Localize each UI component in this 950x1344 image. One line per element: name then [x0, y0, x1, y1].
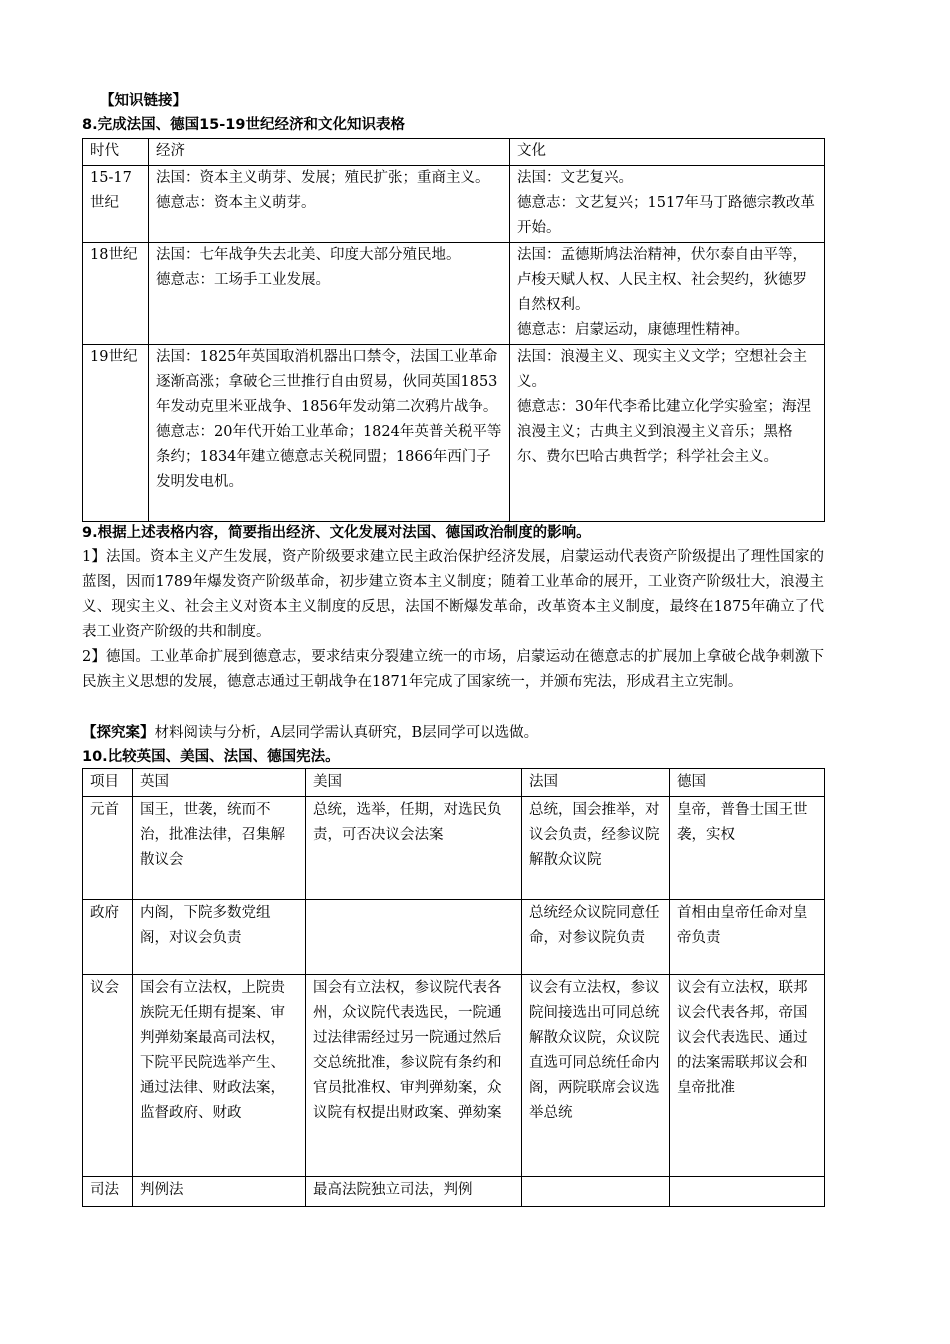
france-cell [522, 1177, 670, 1207]
economy-cell [149, 243, 510, 345]
france-cell: 总统，国会推举，对议会负责，经参议院解散众议院 [522, 797, 670, 900]
table-row [83, 975, 825, 1177]
column-header-item: 项目 [83, 769, 133, 797]
document-page [82, 90, 824, 1207]
table-row [83, 345, 825, 522]
economy-germany: 德意志：工场手工业发展。 [156, 272, 330, 288]
column-header-culture: 文化 [510, 139, 825, 166]
item-cell: 政府 [83, 900, 133, 975]
era-cell: 19世纪 [83, 345, 149, 522]
section-header-explore-line [82, 722, 824, 746]
us-cell: 总统，选举，任期，对选民负责，可否决议会法案 [306, 797, 522, 900]
era-cell: 15-17世纪 [83, 166, 149, 243]
us-cell: 最高法院独立司法，判例 [306, 1177, 522, 1207]
economy-germany: 德意志：资本主义萌芽。 [156, 195, 316, 211]
answer-france: 1】法国。资本主义产生发展，资产阶级要求建立民主政治保护经济发展，启蒙运动代表资产阶级提出了理性国家的蓝图，因而1789年爆发资产阶级革命，初步建立资本主义制度；随着工业革命的展开，工业资产阶级壮大，浪漫主义、现实主义、社会主义对资本主义制度的反思，法国不断爆发革命，改革资本主义制度，最终在1875年确立了代表工业资产阶级的共和制度。 [82, 549, 824, 640]
us-cell: 国会有立法权，参议院代表各州，众议院代表选民，一院通过法律需经过另一院通过然后交总统批准，参议院有条约和官员批准权、审判弹劾案，众议院有权提出财政案、弹劾案 [306, 975, 522, 1177]
column-header-germany: 德国 [670, 769, 825, 797]
table-row [83, 243, 825, 345]
item-cell: 元首 [83, 797, 133, 900]
column-header-era: 时代 [83, 139, 149, 166]
question-9-title: 9.根据上述表格内容，简要指出经济、文化发展对法国、德国政治制度的影响。 [82, 525, 591, 541]
culture-cell [510, 345, 825, 522]
uk-cell: 内阁，下院多数党组阁，对议会负责 [133, 900, 306, 975]
culture-cell [510, 243, 825, 345]
economy-culture-table [82, 138, 825, 522]
us-cell [306, 900, 522, 975]
culture-france: 法国：孟德斯鸠法治精神，伏尔泰自由平等，卢梭天赋人权、人民主权、社会契约，狄德罗自然权利。 [517, 247, 807, 313]
question-8-title: 8.完成法国、德国15-19世纪经济和文化知识表格 [82, 117, 405, 133]
item-cell: 司法 [83, 1177, 133, 1207]
culture-germany: 德意志：启蒙运动，康德理性精神。 [517, 322, 749, 338]
spacer [82, 695, 824, 722]
economy-france: 法国：1825年英国取消机器出口禁令，法国工业革命逐渐高涨；拿破仑三世推行自由贸易，伙同英国1853年发动克里米亚战争、1856年发动第二次鸦片战争。 [156, 349, 498, 415]
france-cell: 总统经众议院同意任命，对参议院负责 [522, 900, 670, 975]
culture-germany: 德意志：30年代李希比建立化学实验室；海涅浪漫主义；古典主义到浪漫主义音乐；黑格尔、费尔巴哈古典哲学；科学社会主义。 [517, 399, 811, 465]
economy-france: 法国：七年战争失去北美、印度大部分殖民地。 [156, 247, 461, 263]
uk-cell: 国会有立法权，上院贵族院无任期有提案、审判弹劾案最高司法权，下院平民院选举产生、通过法律、财政法案，监督政府、财政 [133, 975, 306, 1177]
germany-cell [670, 1177, 825, 1207]
table-header-row [83, 769, 825, 797]
economy-cell [149, 166, 510, 243]
table-row [83, 1177, 825, 1207]
section-header-note: 材料阅读与分析，A层同学需认真研究，B层同学可以选做。 [154, 725, 539, 741]
column-header-us: 美国 [306, 769, 522, 797]
section-header-knowledge: 【知识链接】 [100, 93, 187, 109]
section-header-explore: 【探究案】 [82, 725, 155, 741]
question-10-title: 10.比较英国、美国、法国、德国宪法。 [82, 749, 340, 765]
france-cell: 议会有立法权，参议院间接选出可同总统解散众议院，众议院直选可同总统任命内阁，两院联席会议选举总统 [522, 975, 670, 1177]
uk-cell: 国王，世袭，统而不治，批准法律，召集解散议会 [133, 797, 306, 900]
table-header-row [83, 139, 825, 166]
culture-cell [510, 166, 825, 243]
column-header-uk: 英国 [133, 769, 306, 797]
answer-germany: 2】德国。工业革命扩展到德意志，要求结束分裂建立统一的市场，启蒙运动在德意志的扩展加上拿破仑战争刺激下民族主义思想的发展，德意志通过王朝战争在1871年完成了国家统一，并颁布宪法，形成君主立宪制。 [82, 649, 824, 690]
table-row [83, 797, 825, 900]
item-cell: 议会 [83, 975, 133, 1177]
table-row [83, 900, 825, 975]
culture-germany: 德意志：文艺复兴；1517年马丁路德宗教改革开始。 [517, 195, 815, 236]
economy-cell [149, 345, 510, 522]
column-header-france: 法国 [522, 769, 670, 797]
economy-germany: 德意志：20年代开始工业革命；1824年英普关税平等条约；1834年建立德意志关税同盟；1866年西门子发明发电机。 [156, 424, 502, 490]
germany-cell: 首相由皇帝任命对皇帝负责 [670, 900, 825, 975]
uk-cell: 判例法 [133, 1177, 306, 1207]
column-header-economy: 经济 [149, 139, 510, 166]
culture-france: 法国：文艺复兴。 [517, 170, 633, 186]
economy-france: 法国：资本主义萌芽、发展；殖民扩张；重商主义。 [156, 170, 490, 186]
table-row [83, 166, 825, 243]
germany-cell: 议会有立法权，联邦议会代表各邦，帝国议会代表选民、通过的法案需联邦议会和皇帝批准 [670, 975, 825, 1177]
era-cell: 18世纪 [83, 243, 149, 345]
constitution-table [82, 768, 825, 1207]
germany-cell: 皇帝，普鲁士国王世袭，实权 [670, 797, 825, 900]
culture-france: 法国：浪漫主义、现实主义文学；空想社会主义。 [517, 349, 807, 390]
